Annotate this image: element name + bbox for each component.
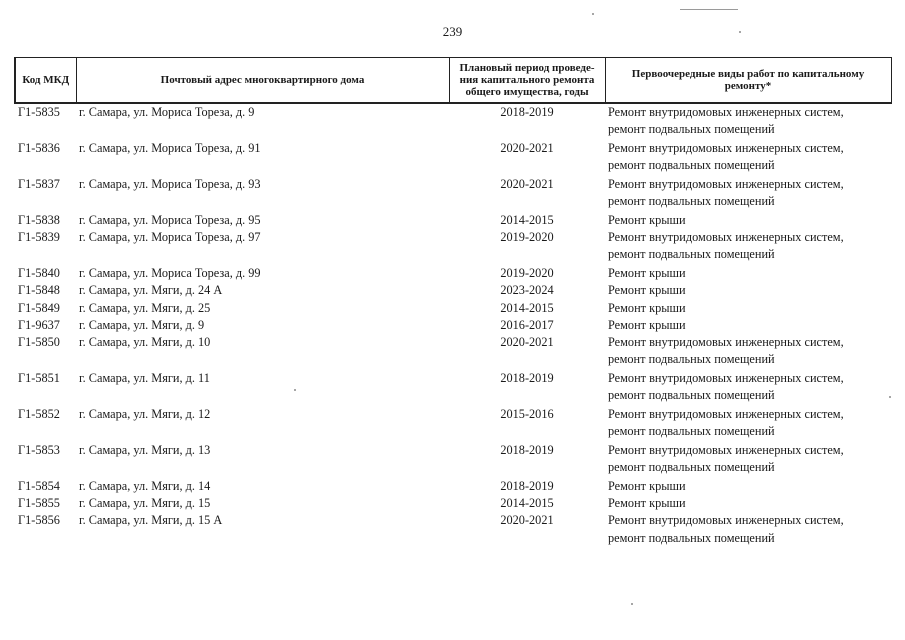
period-cell: 2019-2020 xyxy=(500,266,554,281)
page-number: 239 xyxy=(442,24,463,39)
works-cell xyxy=(605,478,891,495)
works-line: Ремонт внутридомовых инженерных систем, xyxy=(608,230,844,245)
period-cell: 2018-2019 xyxy=(500,105,554,119)
mkd-code-cell: Г1-5835 xyxy=(18,105,60,119)
period-cell: 2020-2021 xyxy=(500,177,554,191)
period-cell: 2018-2019 xyxy=(500,371,554,386)
works-cell xyxy=(605,300,891,317)
scan-artifact-dot xyxy=(739,31,741,33)
works-line: ремонт подвальных помещений xyxy=(608,158,775,173)
works-line: ремонт подвальных помещений xyxy=(608,460,775,475)
works-cell xyxy=(605,282,891,299)
table-row xyxy=(15,229,891,265)
table-row xyxy=(15,442,891,478)
works-line: Ремонт крыши xyxy=(608,300,686,315)
works-line: Ремонт крыши xyxy=(608,479,686,494)
period-cell: 2019-2020 xyxy=(500,230,554,245)
header-address: Почтовый адрес многоквартирного дома xyxy=(76,58,449,104)
table-body xyxy=(15,103,891,548)
works-cell xyxy=(605,512,891,548)
period-cell: 2016-2017 xyxy=(500,317,554,332)
address-cell: г. Самара, ул. Мяги, д. 10 xyxy=(79,335,211,350)
table-row xyxy=(15,212,891,229)
scan-artifact-line xyxy=(680,9,738,10)
works-line: Ремонт крыши xyxy=(608,496,686,511)
address-cell: г. Самара, ул. Мяги, д. 15 xyxy=(79,496,211,511)
mkd-code-cell: Г1-5852 xyxy=(18,407,60,422)
address-cell: г. Самара, ул. Мяги, д. 13 xyxy=(79,443,211,458)
period-cell: 2020-2021 xyxy=(500,141,554,155)
period-cell: 2014-2015 xyxy=(500,300,554,315)
works-cell xyxy=(605,229,891,265)
works-line: ремонт подвальных помещений xyxy=(608,424,775,439)
mkd-code-cell: Г1-5848 xyxy=(18,283,60,298)
works-line: Ремонт внутридомовых инженерных систем, xyxy=(608,513,844,528)
works-line: Ремонт крыши xyxy=(608,213,686,227)
address-cell: г. Самара, ул. Мориса Тореза, д. 99 xyxy=(79,266,261,281)
mkd-code-cell: Г1-5850 xyxy=(18,335,60,350)
address-cell: г. Самара, ул. Мяги, д. 11 xyxy=(79,371,210,386)
address-cell: г. Самара, ул. Мяги, д. 15 А xyxy=(79,513,223,528)
works-cell xyxy=(605,212,891,229)
scan-artifact-dot xyxy=(631,603,633,605)
header-works: Первоочередные виды работ по капитальному ремонту* xyxy=(605,58,891,104)
table-row xyxy=(15,103,891,140)
mkd-code-cell: Г1-5836 xyxy=(18,141,60,155)
works-line: Ремонт внутридомовых инженерных систем, xyxy=(608,177,844,191)
mkd-code-cell: Г1-5851 xyxy=(18,371,60,386)
table-header xyxy=(15,58,891,104)
works-line: ремонт подвальных помещений xyxy=(608,388,775,403)
works-line: Ремонт внутридомовых инженерных систем, xyxy=(608,371,844,386)
works-line: Ремонт внутридомовых инженерных систем, xyxy=(608,443,844,458)
period-cell: 2018-2019 xyxy=(500,443,554,458)
works-line: Ремонт крыши xyxy=(608,317,686,332)
period-cell: 2020-2021 xyxy=(500,513,554,528)
table-row xyxy=(15,300,891,317)
table-row xyxy=(15,406,891,442)
period-cell: 2015-2016 xyxy=(500,407,554,422)
period-cell: 2018-2019 xyxy=(500,479,554,494)
mkd-code-cell: Г1-5840 xyxy=(18,266,60,281)
table-row xyxy=(15,370,891,406)
address-cell: г. Самара, ул. Мяги, д. 14 xyxy=(79,479,211,494)
works-cell xyxy=(605,317,891,334)
address-cell: г. Самара, ул. Мориса Тореза, д. 97 xyxy=(79,230,261,245)
address-cell: г. Самара, ул. Мориса Тореза, д. 95 xyxy=(79,213,261,227)
works-cell xyxy=(605,495,891,512)
address-cell: г. Самара, ул. Мяги, д. 25 xyxy=(79,300,211,315)
works-line: Ремонт крыши xyxy=(608,266,686,281)
works-cell xyxy=(605,140,891,176)
mkd-code-cell: Г1-5838 xyxy=(18,213,60,227)
table-row xyxy=(15,334,891,370)
works-cell xyxy=(605,370,891,406)
mkd-code-cell: Г1-5839 xyxy=(18,230,60,245)
works-line: ремонт подвальных помещений xyxy=(608,247,775,262)
address-cell: г. Самара, ул. Мяги, д. 24 А xyxy=(79,283,223,298)
works-cell xyxy=(605,176,891,212)
mkd-code-cell: Г1-5837 xyxy=(18,177,60,191)
address-cell: г. Самара, ул. Мориса Тореза, д. 9 xyxy=(79,105,255,119)
period-cell: 2023-2024 xyxy=(500,283,554,298)
mkd-code-cell: Г1-5855 xyxy=(18,496,60,511)
header-period: Плановый период проведе-ния капитального ремонта общего имущества, годы xyxy=(449,58,605,104)
works-line: ремонт подвальных помещений xyxy=(608,194,775,209)
table-row xyxy=(15,512,891,548)
header-code: Код МКД xyxy=(15,58,76,104)
works-cell xyxy=(605,103,891,140)
works-line: ремонт подвальных помещений xyxy=(608,530,775,545)
mkd-code-cell: Г1-5853 xyxy=(18,443,60,458)
scan-artifact-dot xyxy=(592,13,594,15)
mkd-code-cell: Г1-5849 xyxy=(18,300,60,315)
period-cell: 2014-2015 xyxy=(500,213,554,227)
capital-repair-table xyxy=(14,57,892,548)
works-cell xyxy=(605,334,891,370)
address-cell: г. Самара, ул. Мориса Тореза, д. 93 xyxy=(79,177,261,191)
table-row xyxy=(15,140,891,176)
table-row xyxy=(15,495,891,512)
works-line: Ремонт внутридомовых инженерных систем, xyxy=(608,335,844,350)
works-cell xyxy=(605,406,891,442)
address-cell: г. Самара, ул. Мяги, д. 12 xyxy=(79,407,211,422)
mkd-code-cell: Г1-9637 xyxy=(18,317,60,332)
table-row xyxy=(15,176,891,212)
works-line: Ремонт внутридомовых инженерных систем, xyxy=(608,407,844,422)
works-line: Ремонт крыши xyxy=(608,283,686,298)
period-cell: 2014-2015 xyxy=(500,496,554,511)
works-line: Ремонт внутридомовых инженерных систем, xyxy=(608,141,844,155)
table-row xyxy=(15,282,891,299)
table-row xyxy=(15,478,891,495)
works-line: ремонт подвальных помещений xyxy=(608,352,775,367)
address-cell: г. Самара, ул. Мориса Тореза, д. 91 xyxy=(79,141,261,155)
works-line: ремонт подвальных помещений xyxy=(608,122,775,137)
works-cell xyxy=(605,265,891,282)
address-cell: г. Самара, ул. Мяги, д. 9 xyxy=(79,317,205,332)
mkd-code-cell: Г1-5854 xyxy=(18,479,60,494)
works-cell xyxy=(605,442,891,478)
period-cell: 2020-2021 xyxy=(500,335,554,350)
mkd-code-cell: Г1-5856 xyxy=(18,513,60,528)
table-row xyxy=(15,265,891,282)
table-row xyxy=(15,317,891,334)
works-line: Ремонт внутридомовых инженерных систем, xyxy=(608,105,844,119)
